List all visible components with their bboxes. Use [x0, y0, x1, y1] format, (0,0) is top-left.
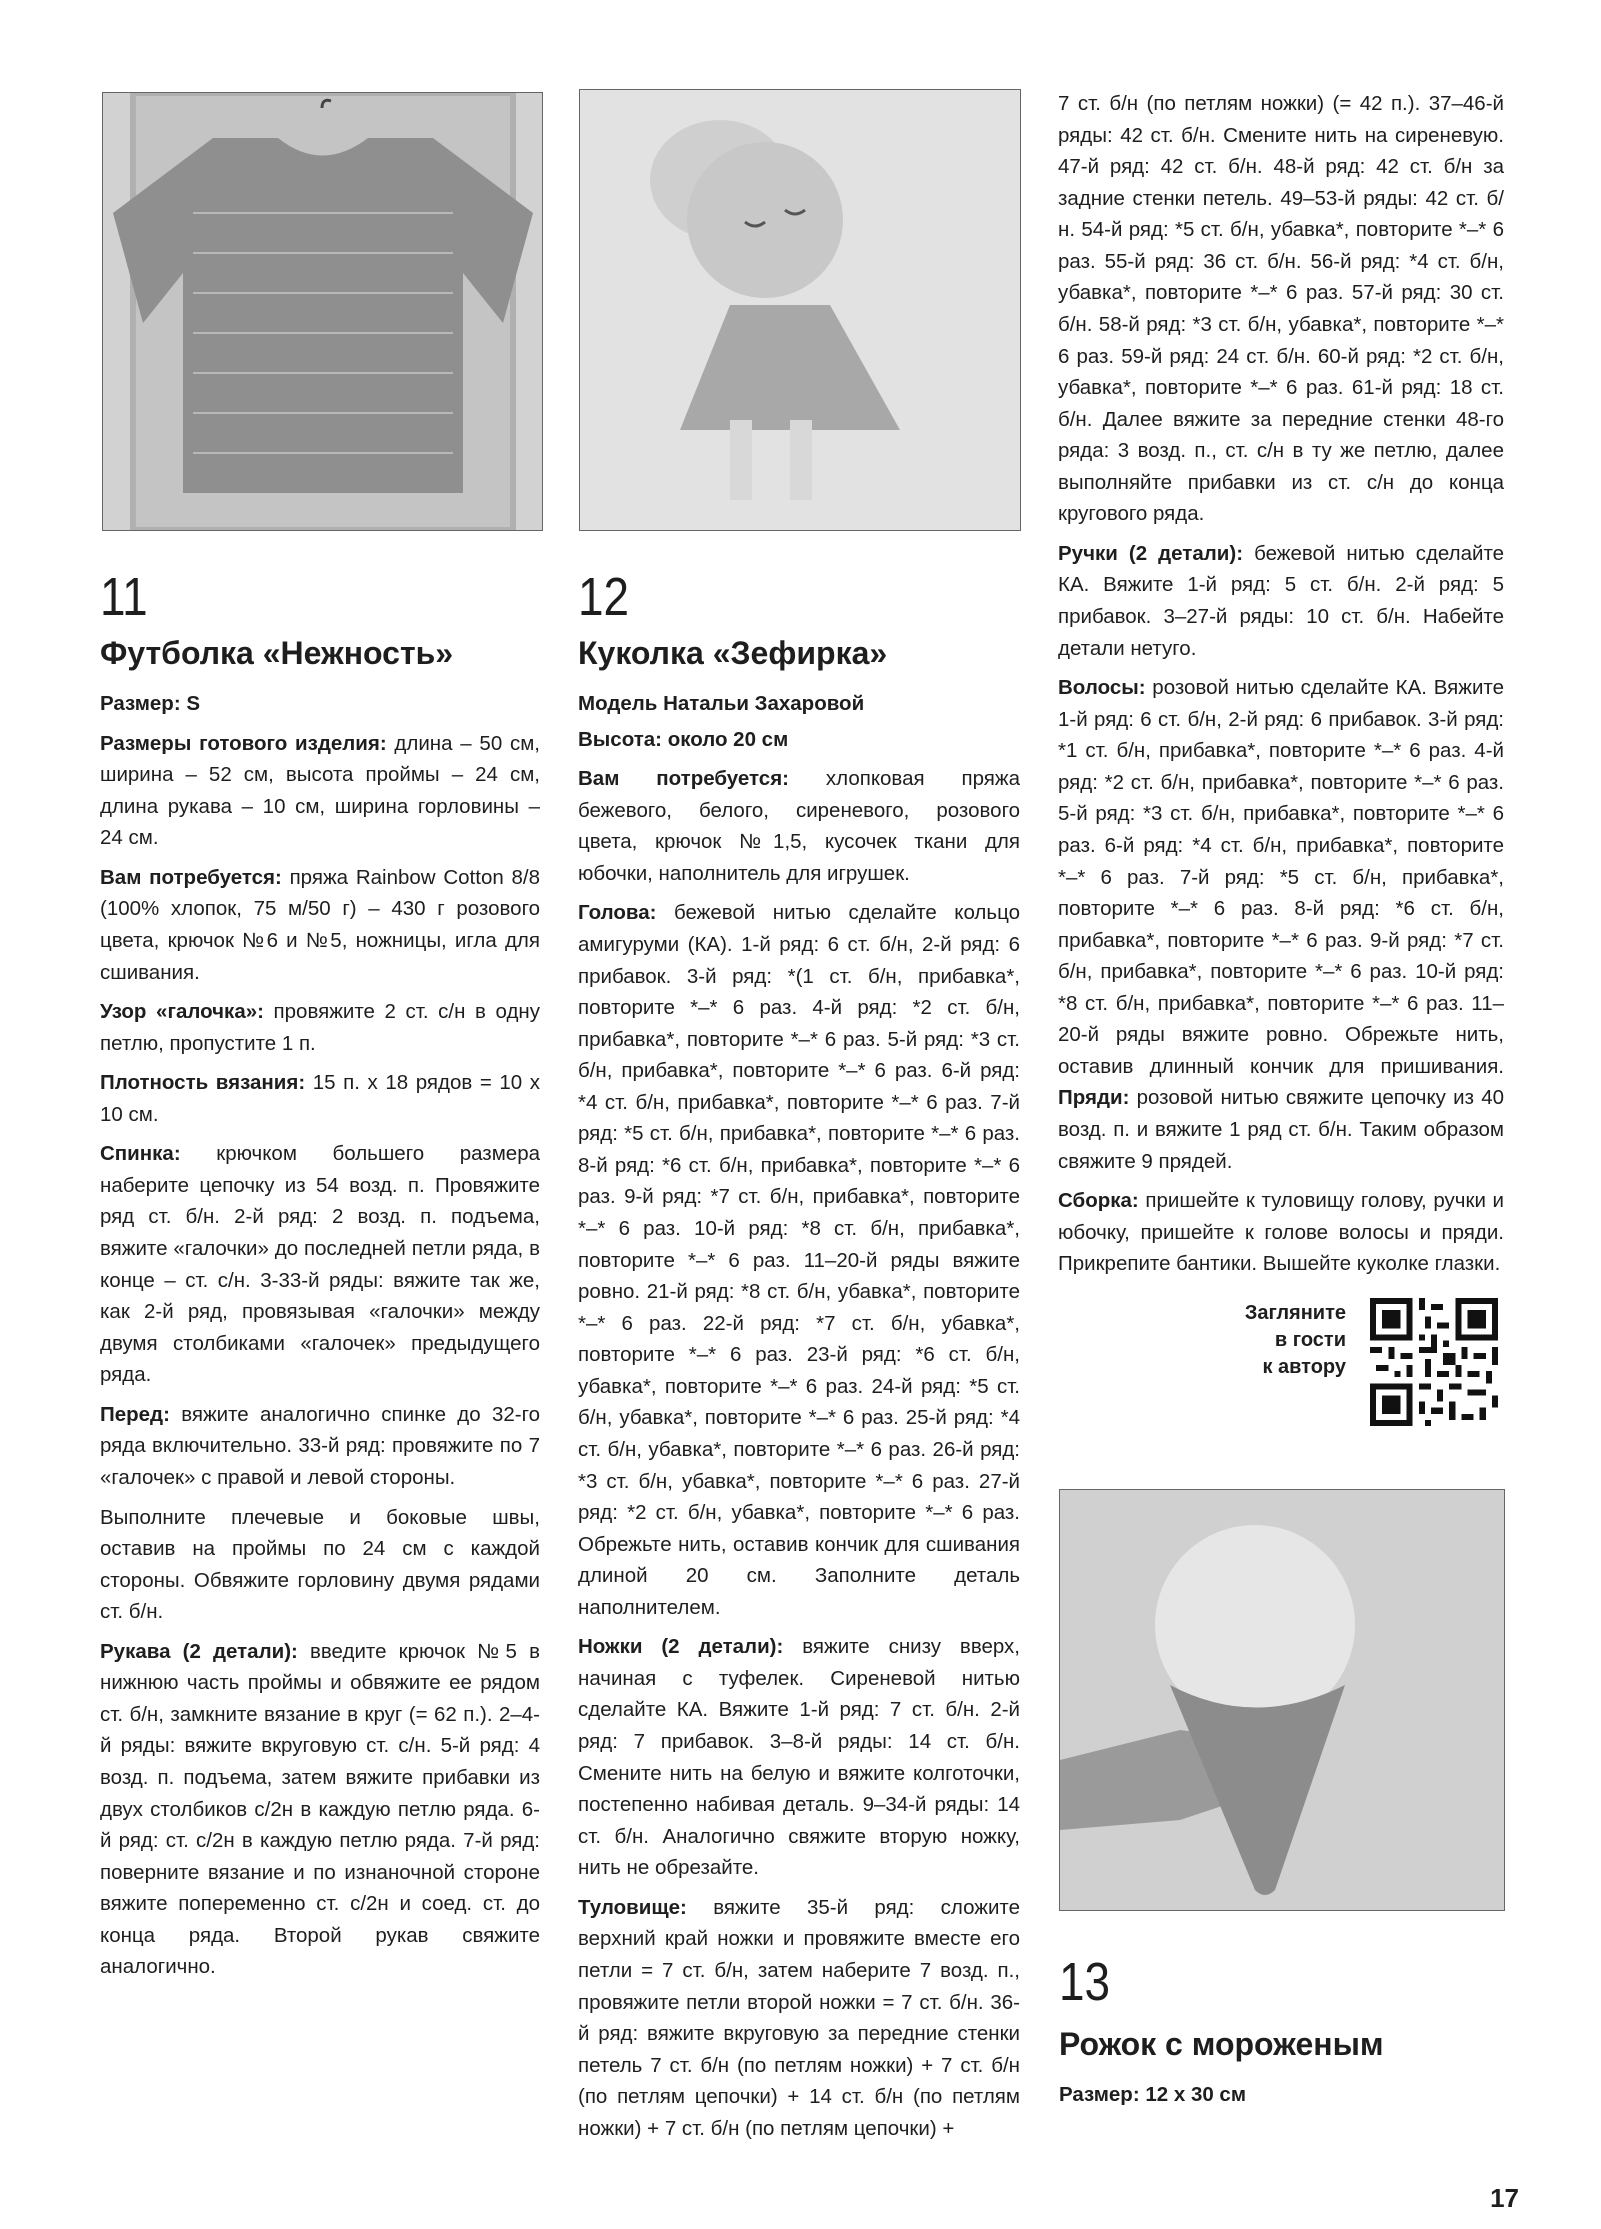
item11-need-text: пряжа Rainbow Cotton 8/8 (100% хлопок, 75 м/50 г) – 430 г розового цвета, крючок №6 и №5, ножницы, игла для сшивания. [100, 865, 540, 984]
photo-doll [579, 89, 1021, 531]
item12-body-cont-text: 7 ст. б/н (по петлям ножки) (= 42 п.). 37–46-й ряды: 42 ст. б/н. Смените нить на сиреневую. 47-й ряд: 42 ст. б/н. 48-й ряд: 42 ст. б/н за задние стенки петель. 49–53-й ряды: 42 ст. б/н. 54-й ряд: *5 ст. б/н, убавка*, повторите *–* 6 раз. 55-й ряд: 36 ст. б/н. 56-й ряд: *4 ст. б/н, убавка*, повторите *–* 6 раз. 57-й ряд: 30 ст. б/н. 58-й ряд: *3 ст. б/н, убавка*, повторите *–* 6 раз. 59-й ряд: 24 ст. б/н. 60-й ряд: *2 ст. б/н, убавка*, повторите *–* 6 раз. 61-й ряд: 18 ст. б/н. Далее вяжите за передние стенки 48-го ряда: 3 возд. п., ст. с/н в ту же петлю, далее выполняйте прибавки из ст. с/н до конца кругового ряда. [1058, 92, 1504, 526]
item11-pattern-label: Узор «галочка»: [100, 1000, 264, 1024]
item12-body-label: Туловище: [578, 1895, 687, 1919]
item12-strands-text: розовой нитью свяжите цепочку из 40 возд. п. и вяжите 1 ряд ст. б/н. Таким образом свяжите 9 прядей. [1058, 1086, 1504, 1173]
item12-legs-text: вяжите снизу вверх, начиная с туфелек. Сиреневой нитью сделайте КА. Вяжите 1-й ряд: 7 ст. б/н. 2-й ряд: 7 прибавок. 3–8-й ряды: 14 ст. б/н. Смените нить на белую и вяжите колготочки, постепенно набивая деталь. 9–34-й ряды: 14 ст. б/н. Аналогично свяжите вторую ножку, нить не обрезайте. [578, 1635, 1020, 1880]
item11-body [100, 688, 540, 1991]
page-number: 17 [1490, 2183, 1519, 2213]
item12-assembly-label: Сборка: [1058, 1189, 1139, 1213]
item11-front-text: вяжите аналогично спинке до 32-го ряда включительно. 33-й ряд: провяжите по 7 «галочек» с правой и левой стороны. [100, 1402, 540, 1489]
item11-front-label: Перед: [100, 1402, 170, 1426]
item12-body [578, 688, 1020, 2152]
item12-author: Модель Натальи Захаровой [578, 692, 865, 715]
item12-height: Высота: около 20 см [578, 727, 789, 751]
item11-density-text: 15 п. х 18 рядов = 10 х 10 см. [100, 1071, 540, 1126]
item11-back-label: Спинка: [100, 1142, 181, 1166]
item11-pattern-text: провяжите 2 ст. с/н в одну петлю, пропустите 1 п. [100, 1000, 541, 1055]
item12-legs-label: Ножки (2 детали): [578, 1635, 784, 1659]
photo-ice-cream [1059, 1489, 1505, 1911]
item12-arms-label: Ручки (2 детали): [1058, 541, 1244, 565]
item11-sleeves-text: введите крючок №5 в нижнюю часть проймы и обвяжите ее рядом ст. б/н, замкните вязание в круг (= 62 п.). 2–4-й ряды: вяжите вкруговую ст. с/н. 5-й ряд: 4 возд. п. подъема, затем вяжите прибавки из двух столбиков с/2н в каждую петлю ряда. 6-й ряд: ст. с/2н в каждую петлю ряда. 7-й ряд: поверните вязание и по изнаночной стороне вяжите попеременно ст. с/2н и соед. ст. до конца ряда. Второй рукав свяжите аналогично. [100, 1639, 540, 1979]
item12-body-continued [1058, 88, 1504, 1288]
item13-size-label: Размер: 12 х 30 см [1059, 2083, 1247, 2106]
item12-assembly-text: пришейте к туловищу голову, ручки и юбочку, пришейте к голове волосы и пряди. Прикрепите бантики. Вышейте куколке глазки. [1058, 1189, 1504, 1276]
item11-title: Футболка «Нежность» [100, 635, 454, 671]
item12-hair-text: розовой нитью сделайте КА. Вяжите 1-й ряд: 6 ст. б/н, 2-й ряд: 6 прибавок. 3-й ряд: *1 ст. б/н, прибавка*, повторите *–* 6 раз. 4-й ряд: *2 ст. б/н, прибавка*, повторите *–* 6 раз. 5-й ряд: *3 ст. б/н, прибавка*, повторите *–* 6 раз. 6-й ряд: *4 ст. б/н, прибавка*, повторите *–* 6 раз. 7-й ряд: *5 ст. б/н, прибавка*, повторите *–* 6 раз. 8-й ряд: *6 ст. б/н, прибавка*, повторите *–* 6 раз. 9-й ряд: *7 ст. б/н, прибавка*, повторите *–* 6 раз. 10-й ряд: *8 ст. б/н, прибавка*, повторите *–* 6 раз. 11–20-й ряды вяжите ровно. Обрежьте нить, оставив длинный кончик для пришивания. [1058, 676, 1504, 1078]
item13-number: 13 [1059, 1952, 1111, 2012]
item11-assembly-text: Выполните плечевые и боковые швы, оставив на проймы по 24 см с каждой стороны. Обвяжите горловину двумя рядами ст. б/н. [100, 1505, 540, 1624]
item12-need-text: хлопковая пряжа бежевого, белого, сиреневого, розового цвета, крючок №1,5, кусочек ткани для юбочки, наполнитель для игрушек. [578, 767, 1020, 885]
qr-caption-line-3: к автору [1262, 1356, 1346, 1378]
doll-illustration [580, 90, 1020, 530]
photo-tshirt [102, 92, 543, 531]
item12-head-label: Голова: [578, 901, 657, 925]
item13-size [1059, 2079, 1503, 2111]
item11-number: 11 [100, 567, 148, 627]
qr-code-icon [1370, 1298, 1498, 1426]
qr-caption [1186, 1300, 1346, 1381]
item11-sleeves-label: Рукава (2 детали): [100, 1639, 298, 1663]
item12-body-text: вяжите 35-й ряд: сложите верхний край ножки и провяжите вместе его петли = 7 ст. б/н, затем наберите 7 возд. п., провяжите петли второй ножки = 7 ст. б/н. 36-й ряд: вяжите вкруговую за передние стенки петель 7 ст. б/н (по петлям ножки) + 7 ст. б/н (по петлям цепочки) + 14 ст. б/н (по петлям ножки) + 7 ст. б/н (по петлям цепочки) + [578, 1895, 1020, 2140]
item12-strands-label: Пряди: [1058, 1086, 1130, 1110]
item11-dims-text: длина – 50 см, ширина – 52 см, высота проймы – 24 см, длина рукава – 10 см, ширина горловины – 24 см. [100, 731, 541, 850]
qr-caption-line-1: Загляните [1244, 1302, 1346, 1324]
item11-dims-label: Размеры готового изделия: [100, 731, 387, 755]
ice-cream-illustration [1060, 1490, 1504, 1910]
item11-need-label: Вам потребуется: [100, 865, 282, 889]
item13-title: Рожок с мороженым [1059, 2026, 1384, 2062]
item12-hair-label: Волосы: [1058, 676, 1146, 700]
item12-number: 12 [578, 567, 630, 627]
item12-arms-text: бежевой нитью сделайте КА. Вяжите 1-й ряд: 5 ст. б/н. 2-й ряд: 5 прибавок. 3–27-й ряды: 10 ст. б/н. Набейте детали нетуго. [1058, 541, 1505, 660]
qr-code[interactable] [1370, 1298, 1498, 1426]
tshirt-illustration [103, 93, 542, 530]
item12-need-label: Вам потребуется: [578, 767, 789, 791]
item12-title: Куколка «Зефирка» [578, 635, 888, 671]
item11-density-label: Плотность вязания: [100, 1071, 306, 1095]
item11-back-text: крючком большего размера наберите цепочку из 54 возд. п. Провяжите ряд ст. б/н. 2-й ряд: 2 возд. п. подъема, вяжите «галочки» до последней петли ряда, в конце – ст. с/н. 3-33-й ряды: вяжите так же, как 2-й ряд, провязывая «галочки» между двумя столбиками «галочек» предыдущего ряда. [100, 1142, 540, 1387]
item11-size: Размер: S [100, 692, 201, 715]
qr-caption-line-2: в гости [1274, 1329, 1346, 1351]
item12-head-text: бежевой нитью сделайте кольцо амигуруми (КА). 1-й ряд: 6 ст. б/н, 2-й ряд: 6 прибавок. 3-й ряд: *(1 ст. б/н, прибавка*, повторите *–* 6 раз. 4-й ряд: *2 ст. б/н, прибавка*, повторите *–* 6 раз. 5-й ряд: *3 ст. б/н, прибавка*, повторите *–* 6 раз. 6-й ряд: *4 ст. б/н, прибавка*, повторите *–* 6 раз. 7-й ряд: *5 ст. б/н, прибавка*, повторите *–* 6 раз. 8-й ряд: *6 ст. б/н, прибавка*, повторите *–* 6 раз. 9-й ряд: *7 ст. б/н, прибавка*, повторите *–* 6 раз. 10-й ряд: *8 ст. б/н, прибавка*, повторите *–* 6 раз. 11–20-й ряды вяжите ровно. 21-й ряд: *8 ст. б/н, убавка*, повторите *–* 6 раз. 22-й ряд: *7 ст. б/н, убавка*, повторите *–* 6 раз. 23-й ряд: *6 ст. б/н, убавка*, повторите *–* 6 раз. 24-й ряд: *5 ст. б/н, убавка*, повторите *–* 6 раз. 25-й ряд: *4 ст. б/н, убавка*, повторите *–* 6 раз. 26-й ряд: *3 ст. б/н, убавка*, повторите *–* 6 раз. 27-й ряд: *2 ст. б/н, убавка*, повторите *–* 6 раз. Обрежьте нить, оставив кончик для сшивания длиной 20 см. Заполните деталь наполнителем. [578, 901, 1020, 1619]
